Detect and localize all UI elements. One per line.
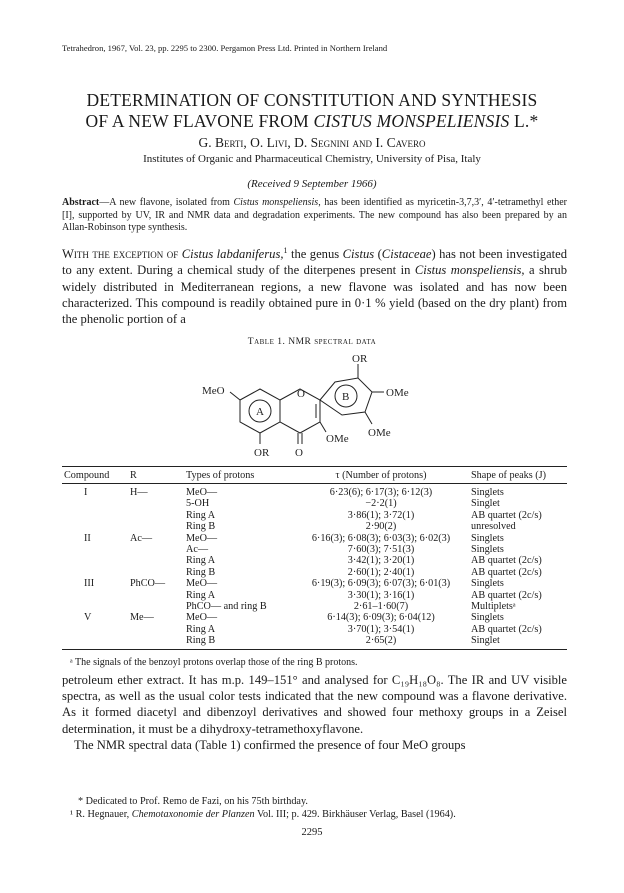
table-cell: Singlet [471,498,500,510]
table-cell [62,498,128,509]
table-cell: MeO— [186,487,218,498]
body-paragraph-1 [62,243,567,327]
footnote-reference-1 [70,808,456,821]
body-italic: Cistus labdaniferus, [181,247,284,262]
table-footnote: ᵃ The signals of the benzoyl protons overlap those of the ring B protons. [70,657,358,668]
table-row [62,635,567,649]
title-part: L.* [509,111,539,131]
table-cell [128,498,184,509]
body-italic: Cistus [342,247,375,262]
table-cell [128,521,184,532]
table-cell [128,544,184,555]
body-text: With the exception of [62,247,182,262]
struct-carbonyl-o: O [295,447,303,459]
table-cell: Singlets [471,532,504,544]
footnotes [70,795,456,821]
table-header-row [62,467,567,484]
table-cell: 2·90(2) [365,521,397,533]
table-cell: 5-OH [186,498,210,510]
table-cell [128,555,184,566]
col-header: Shape of peaks (J) [469,467,567,484]
received-text: (Received 9 September 1966) [247,178,377,190]
received-date [0,178,624,190]
table-cell: 6·14(3); 6·09(3); 6·04(12) [327,612,435,624]
table-row [62,533,567,544]
body-italic: Cistaceae [381,247,432,262]
table-cell: V [84,612,92,624]
table-cell: Singlets [471,578,504,590]
title-part: OF A NEW FLAVONE FROM [85,111,314,131]
col-header: Compound [62,467,128,484]
struct-meo: MeO [202,385,225,397]
table-row [62,601,567,612]
table-cell: Singlets [471,612,504,624]
table-cell: Ring B [186,521,216,533]
table-cell: 7·60(3); 7·51(3) [347,544,415,556]
body-italic: Cistus monspeliensis [414,263,522,278]
table-cell: Singlet [469,635,567,649]
table-cell: MeO— [186,578,218,590]
affiliation: Institutes of Organic and Pharmaceutical Chemistry, University of Pisa, Italy [143,153,481,165]
table-cell: Ac— [130,532,153,544]
table-cell: Ring A [186,623,216,635]
body-text: petroleum ether extract. It has m.p. 149–151° and analysed for C₁₉H₁₈O₈. The IR and UV visible spectra, as well as the usual color tests indicated that the new compound was a flavone derivative. As it formed diacetyl and dibenzoyl derivatives and showed four methoxy groups in a Zeisel determination, it must be a dihydroxy-tetramethoxyflavone. [62,673,567,736]
ref-mark: 1 [283,246,288,255]
col-header: Types of protons [184,467,293,484]
table-cell: I [84,487,88,498]
col-header: τ (Number of protons) [293,467,469,484]
table-cell: III [84,578,95,590]
struct-ring-b-label: B [342,391,350,403]
table-row [62,510,567,521]
table-cell: AB quartet (2c/s) [471,509,542,521]
table-cell: Ring B [186,566,216,578]
article-title-line-1: DETERMINATION OF CONSTITUTION AND SYNTHESIS [86,90,538,110]
footnote-italic: Chemotaxonomie der Planzen [131,809,255,820]
abstract-species: Cistus monspeliensis [233,197,319,208]
struct-ring-a-label: A [256,406,264,418]
table-cell [62,555,128,566]
authors: G. Berti, O. Livi, D. Segnini and I. Cavero [198,135,426,150]
flavone-structure-diagram [180,352,440,464]
table-cell: MeO— [186,612,218,624]
table-cell [62,601,128,612]
table-cell: Ring A [186,589,216,601]
struct-or-top: OR [352,353,368,365]
table-cell: 2·65(2) [293,635,469,649]
table-cell: 3·70(1); 3·54(1) [347,623,415,635]
table-cell: MeO— [186,532,218,544]
table-cell: 6·23(6); 6·17(3); 6·12(3) [329,487,433,498]
table-cell: H— [130,487,148,498]
body-text: ) has not been investigated to any extent. During a chemical study of the diterpenes present in [62,247,567,278]
table-row [62,521,567,532]
table-cell: Ring A [186,509,216,521]
table-cell: Me— [130,612,154,624]
table-cell: 3·86(1); 3·72(1) [347,509,415,521]
struct-ome-3: OMe [368,427,391,439]
abstract [62,197,567,235]
table-cell: −2·2(1) [365,498,397,510]
table-cell: 6·16(3); 6·08(3); 6·03(3); 6·02(3) [311,532,451,544]
table-cell: AB quartet (2c/s) [471,555,542,567]
table-row [62,624,567,635]
struct-ring-o: O [297,388,305,400]
table-cell [128,635,184,649]
table-row [62,567,567,578]
table-cell: II [84,532,91,544]
article-title-line-2 [0,111,624,132]
table-cell: PhCO— [130,578,166,590]
table-cell [62,521,128,532]
page-number: 2295 [301,827,323,838]
table-row [62,484,567,499]
table-cell: 3·42(1); 3·20(1) [347,555,415,567]
footnote-text: ¹ R. Hegnauer, [70,809,132,820]
table-cell: AB quartet (2c/s) [471,566,542,578]
table-cell [128,567,184,578]
table-cell: unresolved [471,521,516,533]
table-cell [62,510,128,521]
nmr-table [62,466,567,650]
struct-or-bottom: OR [254,447,270,459]
table-cell: Multipletsᵃ [471,601,516,613]
abstract-label: Abstract [62,197,100,208]
table-cell [62,624,128,635]
table-cell: 2·61–1·60(7) [353,601,409,613]
table-cell [128,510,184,521]
table-cell [62,590,128,601]
table-row [62,590,567,601]
table-cell [128,624,184,635]
footnote-text: Vol. III; p. 429. Birkhäuser Verlag, Basel (1964). [254,809,456,820]
table-row [62,578,567,589]
table-cell: Singlets [471,544,504,556]
abstract-text: —A new flavone, isolated from [99,197,234,208]
body-paragraph-2 [62,672,567,753]
journal-citation: Tetrahedron, 1967, Vol. 23, pp. 2295 to 2300. Pergamon Press Ltd. Printed in Northern Ireland [62,43,388,53]
table-title: Table 1. NMR spectral data [247,337,377,347]
body-text: , a shrub widely distributed in Mediterranean regions, a new flavone was isolated and has now been characterized. This compound is readily obtained pure in 0·1 % yield (based on the dry plant) from the phenolic portion of a [62,263,567,326]
table-row [62,544,567,555]
table-cell: AB quartet (2c/s) [471,589,542,601]
table-cell [128,590,184,601]
table-cell [62,567,128,578]
table-cell: 2·60(1); 2·40(1) [347,566,415,578]
body-text: the genus [287,247,343,262]
table-cell [128,601,184,612]
table-cell: AB quartet (2c/s) [471,623,542,635]
abstract-text: , has been identified as myricetin-3,7,3′, 4′-tetramethyl ether [I], supported by UV, IR and NMR data and degradation experiments. The new compound has also been prepared by an Allan-Robinson type synthesis. [62,197,567,233]
table-cell: Singlets [471,487,504,498]
title-species: CISTUS MONSPELIENSIS [313,111,510,131]
table-row [62,498,567,509]
table-cell [62,635,128,649]
body-text: ( [374,247,382,262]
table-row [62,555,567,566]
struct-ome-2: OMe [326,433,349,445]
table-cell: 3·30(1); 3·16(1) [347,589,415,601]
table-cell: Ac— [186,544,209,556]
footnote-dedication: * Dedicated to Prof. Remo de Fazi, on his 75th birthday. [78,796,308,807]
table-cell: PhCO— and ring B [186,601,267,613]
table-cell: 6·19(3); 6·09(3); 6·07(3); 6·01(3) [311,578,451,590]
col-header: R [128,467,184,484]
table-cell: Ring B [184,635,293,649]
table-body [62,484,567,650]
table-cell [62,544,128,555]
struct-ome-1: OMe [386,387,409,399]
table-cell: Ring A [186,555,216,567]
body-text: The NMR spectral data (Table 1) confirmed the presence of four MeO groups [74,737,466,752]
table-row [62,612,567,623]
